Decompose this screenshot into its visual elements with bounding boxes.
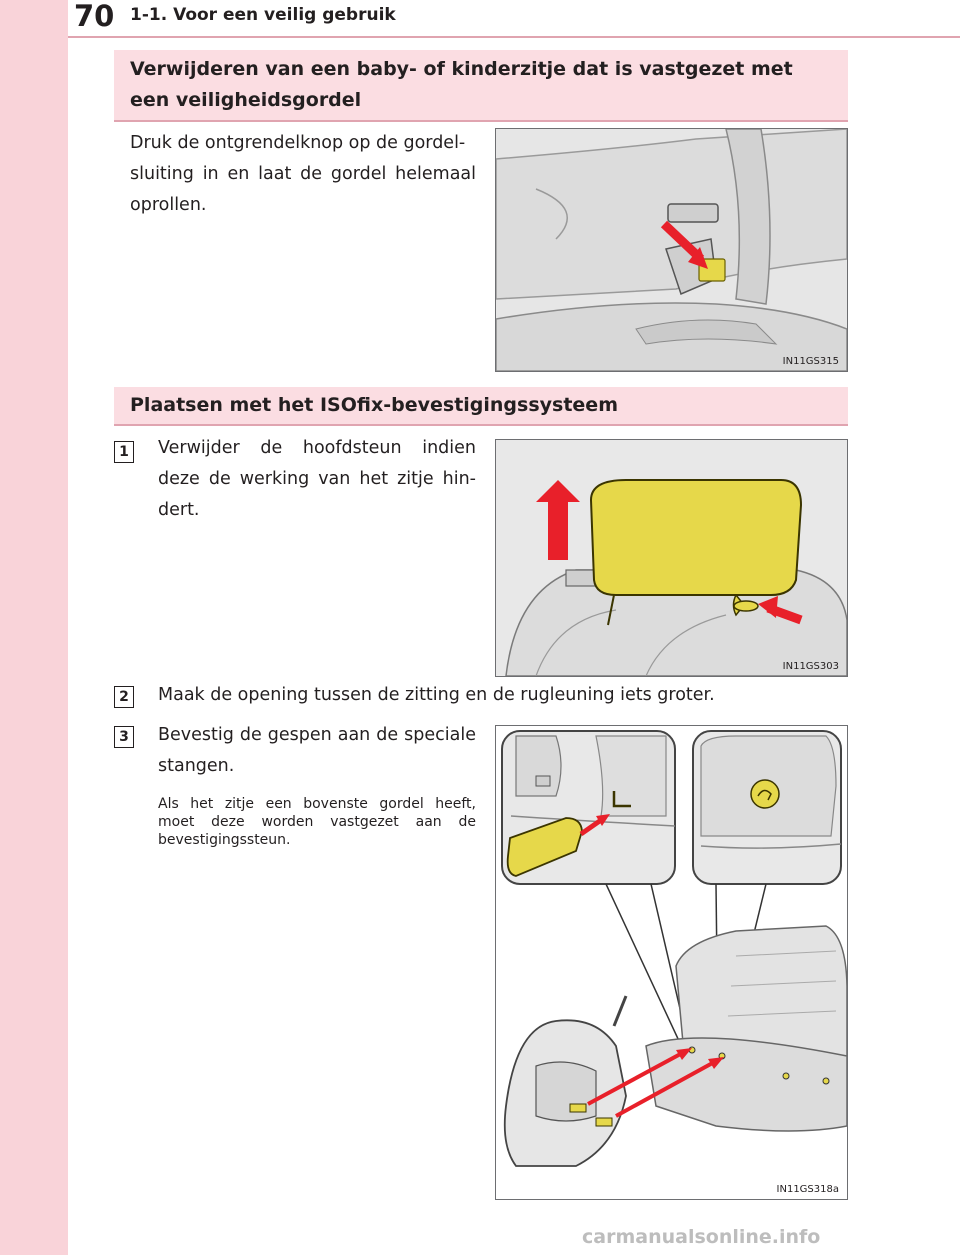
figure-seatbelt-release bbox=[495, 128, 848, 372]
isofix-illustration bbox=[496, 726, 847, 1199]
step-text-line: stangen. bbox=[158, 756, 235, 776]
isofix-heading: Plaatsen met het ISOfix-bevestigingssysteem bbox=[130, 394, 618, 416]
figure-headrest-removal bbox=[495, 439, 848, 677]
step-number-box: 2 bbox=[114, 686, 134, 708]
figure-code: IN11GS318a bbox=[776, 1184, 839, 1195]
figure-code: IN11GS303 bbox=[782, 661, 839, 672]
isofix-heading-band bbox=[114, 387, 848, 426]
headrest-illustration bbox=[496, 440, 847, 676]
seatbelt-illustration bbox=[496, 129, 847, 371]
step-number-box: 1 bbox=[114, 441, 134, 463]
step-text-line: dert. bbox=[158, 500, 200, 520]
page-number: 70 bbox=[74, 0, 115, 33]
footer-watermark: carmanualsonline.info bbox=[582, 1226, 821, 1248]
header-rule bbox=[68, 36, 960, 38]
section-heading-line1: Verwijderen van een baby- of kinderzitje dat is vastgezet met bbox=[130, 58, 793, 80]
step-note-line: moet deze worden vastgezet aan de bbox=[158, 814, 476, 830]
step-text-line: Verwijder de hoofdsteun indien bbox=[158, 438, 476, 458]
page-margin-strip bbox=[0, 0, 68, 1255]
step-note-line: Als het zitje een bovenste gordel heeft, bbox=[158, 796, 476, 812]
body-line: Druk de ontgrendelknop op de gordel- bbox=[130, 133, 466, 153]
body-line: sluiting in en laat de gordel helemaal bbox=[130, 164, 476, 184]
section-heading-line2: een veiligheidsgordel bbox=[130, 89, 362, 111]
step-text-line: Bevestig de gespen aan de speciale bbox=[158, 725, 476, 745]
section-heading-band bbox=[114, 50, 848, 122]
figure-isofix-installation bbox=[495, 725, 848, 1200]
step-text-line: deze de werking van het zitje hin- bbox=[158, 469, 476, 489]
step-note-line: bevestigingssteun. bbox=[158, 832, 291, 848]
figure-code: IN11GS315 bbox=[782, 356, 839, 367]
step-text-line: Maak de opening tussen de zitting en de rugleuning iets groter. bbox=[158, 685, 715, 705]
body-line: oprollen. bbox=[130, 195, 207, 215]
step-number-box: 3 bbox=[114, 726, 134, 748]
section-title: 1-1. Voor een veilig gebruik bbox=[130, 5, 396, 25]
